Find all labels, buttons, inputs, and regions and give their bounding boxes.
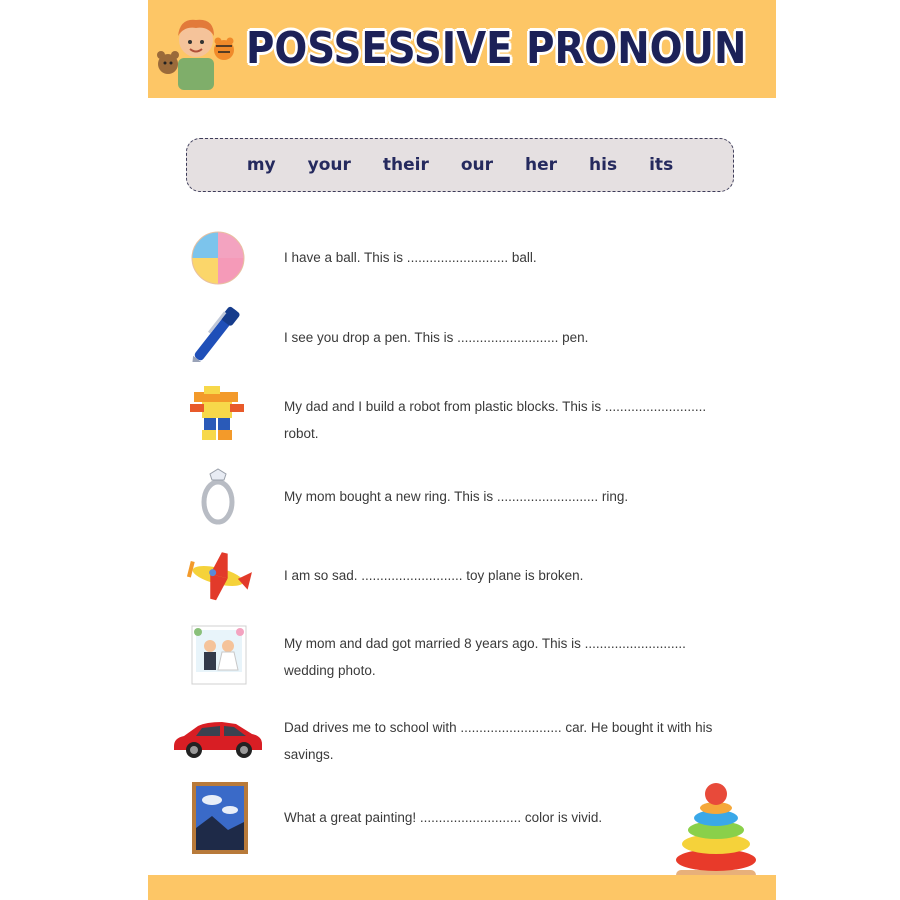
- pen-icon: [182, 300, 252, 362]
- exercise-sentence: I see you drop a pen. This is ........................... pen.: [284, 330, 589, 345]
- word-bank-item: its: [649, 155, 674, 175]
- ring-icon: [182, 466, 252, 528]
- painting-icon: [182, 782, 252, 854]
- beach-ball-icon: [182, 226, 252, 288]
- word-bank-item: his: [589, 155, 618, 175]
- page-title: POSSESSIVE PRONOUN: [246, 23, 747, 74]
- header-band: [148, 0, 776, 98]
- exercise-sentence: I am so sad. ........................... toy plane is broken.: [284, 568, 584, 583]
- word-bank-item: my: [246, 155, 276, 175]
- toy-plane-icon: [182, 546, 252, 608]
- word-bank-item: their: [382, 155, 429, 175]
- exercise-sentence: My mom and dad got married 8 years ago. This is ........................... wedding photo.: [284, 636, 686, 678]
- exercise-sentence: What a great painting! ........................... color is vivid.: [284, 810, 603, 825]
- worksheet-page: [148, 0, 776, 900]
- exercise-sentence: Dad drives me to school with ........................... car. He bought it with his savings.: [284, 720, 713, 762]
- wedding-photo-icon: [182, 624, 252, 686]
- exercise-sentence: My mom bought a new ring. This is ........................... ring.: [284, 489, 629, 504]
- word-bank: [186, 138, 734, 192]
- word-bank-item: your: [307, 155, 351, 175]
- word-bank-item: her: [525, 155, 558, 175]
- word-bank-item: our: [460, 155, 494, 175]
- exercise-sentence: My dad and I build a robot from plastic blocks. This is ........................... robot.: [284, 399, 707, 441]
- exercise-sentence: I have a ball. This is ........................... ball.: [284, 250, 537, 265]
- footer-band: [148, 875, 776, 900]
- kid-puppet-icon: [156, 10, 236, 94]
- red-car-icon: [170, 708, 266, 770]
- block-robot-icon: [182, 382, 252, 444]
